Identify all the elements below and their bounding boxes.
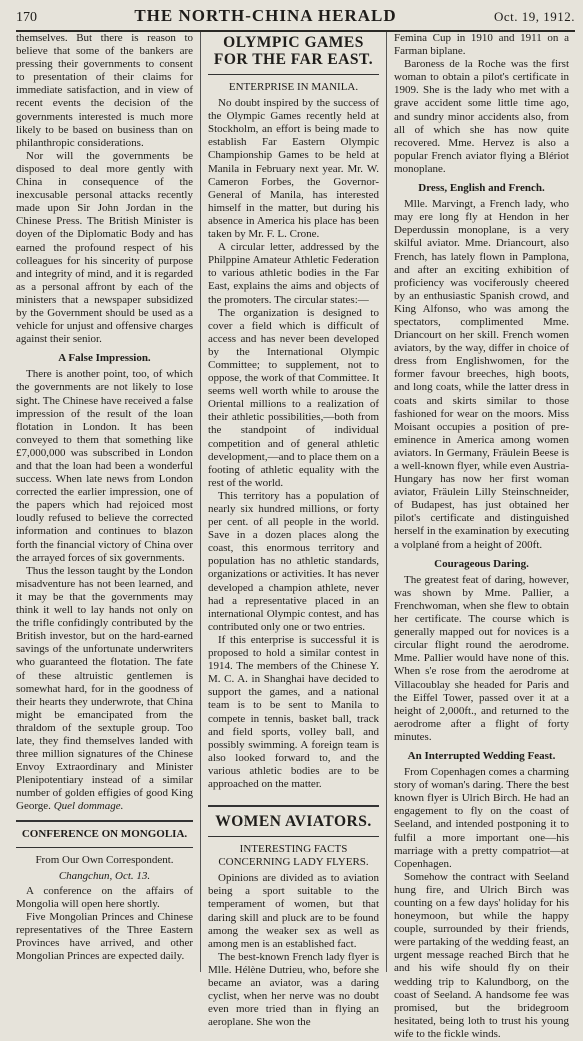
- paragraph: If this enterprise is successful it is proposed to hold a similar contest in 1914. The members of the Chinese Y. M. C. A. in Shanghai have decided to support the games, and a national team is to be sent to Manila to compete in tennis, basket ball, track and field sports, volley ball, and possibly swimming. A foreign team is also looked forward to, and the various athletic bodies are to be approached on the matter.: [208, 633, 379, 790]
- section-rule: [16, 847, 193, 848]
- headline-women-aviators: WOMEN AVIATORS.: [215, 813, 372, 831]
- subheading-courageous-daring: Courageous Daring.: [434, 557, 529, 570]
- paragraph: Somehow the contract with Seeland hung fire, and Ulrich Birch was counting on a few days' holiday for his honeymoon, but while the happy couple, surrounded by their friends, were partaking of the wedding feast, an urgent message reached Birch that he and his wife should fly on their wedding trip to Kalundborg, on the coast of Seeland. A handsome fee was promised, but the bridegroom hesitated, being loth to trust his young wife to the fickle winds.: [394, 870, 569, 1040]
- subheadline-lady-flyers: INTERESTING FACTS CONCERNING LADY FLYERS.: [218, 843, 369, 869]
- paragraph: Nor will the governments be disposed to deal more gently with China in consequence of the inexcusable personal attacks recently made upon Sir John Jordan in the Chinese Press. The British Minister is doyen of the Diplomatic Body and has earned the profound respect of his colleagues for his sincerity of purpose and integrity of mind, and it is regarded as a personal affront by each of the ministers that a newspaper subsidized by the Government should be used as a vehicle for unjust and offensive charges against their senior.: [16, 149, 193, 346]
- paragraph: There is another point, too, of which the governments are not likely to lose sight. The Chinese have received a false impression of the result of the loan flotation in London. It has been conveyed to them that something like £7,000,000 was subscribed in London and that the loan had been a wonderful success. When late news from London corrected the earlier impression, one of the papers which had rejoiced most loudly refused to believe the corrected information and continues to blazon forth the financial victory of China over the arrayed forces of six governments.: [16, 368, 193, 564]
- headline-conference-mongolia: CONFERENCE ON MONGOLIA.: [21, 827, 188, 840]
- dateline: Changchun, Oct. 13.: [58, 869, 151, 882]
- column-3: [386, 32, 569, 1040]
- issue-date: Oct. 19, 1912.: [493, 9, 575, 24]
- subheadline-enterprise-manila: ENTERPRISE IN MANILA.: [228, 81, 359, 93]
- paragraph-text: Thus the lesson taught by the London misadventure has not been learned, and it may be that the governments may think it well to lay hands not only on the trifle confidingly contributed by the British investor, but on the hard-earned savings of the unfortunate underwriters who guaranteed the flotation. The fate of these altruistic gentlemen is somewhat hard, for in the goodness of their hearts they underwrote, that China might be emancipated from the thraldom of the sextuple group. Too late, they find themselves landed with three million signatures of the Chinese Envoy Extraordinary and Minister Plenipotentiary instead of a similar number of golden effigies of good King George.: [16, 564, 193, 813]
- paragraph: The greatest feat of daring, however, was shown by Mme. Pallier, a Frenchwoman, when she flew to obtain her certificate. The course which is generally mapped out for novices is a circular flight round the aerodrome. Mme. Pallier would have none of this. When s'e rose from the aerodrome at Villacoublay she headed for Paris and the Eiffel Tower, passed over it at a height of 2,000ft., and returned to the aerodrome after a flight of forty minutes.: [394, 573, 569, 743]
- paragraph: Mlle. Marvingt, a French lady, who may ere long fly at Hendon in her Deperdussin monoplane, is a very skilful aviator. Mme. Driancourt, also French, has lately flown in Pamplona, and after an exciting exhibition of proficiency was vociferously cheered by an enthusiastic Spanish crowd, and King Alfonso, who was among the spectators, complimented Mme. Driancourt on her skill. French women aviators, by the way, differ in choice of dress from Englishwomen, for the former favour breeches, high boots, and long coats, while the latter dress in coats and skirts similar to those fashioned for wear on the moors. Miss Moisant occupies a position of pre-eminence in America among women aviators. In Germany, Fräulein Beese is a well-known flyer, while even Austria-Hungary has now her first woman aviator, Fräulein Lilly Steinschneider, of Budapest, has just obtained her pilot's certificate and distinguished herself in the examination by executing a volplané from a height of 200ft.: [394, 198, 569, 551]
- columns: [16, 32, 575, 1040]
- section-rule: [208, 836, 379, 837]
- paragraph: A conference on the affairs of Mongolia will open here shortly.: [16, 884, 193, 910]
- paragraph: Baroness de la Roche was the first woman to obtain a pilot's certificate in 1909. She is the lady who met with a grave accident some little time ago, and sundry minor accidents also, from all of which she has now quite recovered. Mme. Hervez is also a popular French aviator flying a Blériot monoplane.: [394, 58, 569, 175]
- correspondent-line: From Our Own Correspondent.: [35, 853, 174, 866]
- newspaper-title: THE NORTH-CHINA HERALD: [134, 6, 397, 25]
- paragraph: No doubt inspired by the success of the Olympic Games recently held at Stockholm, an effort is being made to establish Far Eastern Olympic Championship Games to be held at Manila in February next year. Mr. W. Cameron Forbes, the Governor-General of Manila, has interested himself in the matter, but during his absence in America his place has been taken by Mr. F. L. Crone.: [208, 97, 379, 241]
- section-rule: [16, 820, 193, 822]
- subheading-false-impression: A False Impression.: [58, 352, 151, 365]
- paragraph: Femina Cup in 1910 and 1911 on a Farman biplane.: [394, 32, 569, 58]
- section-rule: [208, 805, 379, 807]
- paragraph-with-ending: [16, 565, 193, 814]
- column-2: [200, 32, 386, 1029]
- paragraph: Opinions are divided as to aviation being a sport suitable to the temperament of women, but that daring skill and pluck are to be found among the weaker sex as well as among men is an established fact.: [208, 872, 379, 950]
- subheading-wedding-feast: An Interrupted Wedding Feast.: [407, 749, 556, 762]
- headline-olympic-games: OLYMPIC GAMES FOR THE FAR EAST.: [213, 34, 374, 68]
- masthead: [16, 6, 575, 28]
- paragraph: From Copenhagen comes a charming story of woman's daring. There the best known flyer is Ulrich Birch. He had an engagement to fly on the coast of Seeland, and intended postponing it to fulfil a more important one—his marriage with a pretty compatriot—at Copenhagen.: [394, 766, 569, 870]
- paragraph: themselves. But there is reason to believe that some of the bankers are pressing their governments to consent to presentation of their claims for immediate satisfaction, and in view of recent events the decision of the governments interested is much more likely to be based on business than on philanthropic considerations.: [16, 32, 193, 149]
- paragraph: A circular letter, addressed by the Philppine Amateur Athletic Federation to various athletic bodies in the Far East, explains the aims and objects of the promoters. The circular states:—: [208, 241, 379, 306]
- paragraph: The organization is designed to cover a field which is difficult of access and has never been developed by the International Olympic Committee; to supplement, not to oppose, the work of that Committee. It seems well worth while to arouse the Oriental millions to a realization of their athletic possibilities,—both from the standpoint of individual competition and of general athletic development,—and to place them on a footing of athletic equality with the rest of the world.: [208, 306, 379, 489]
- column-1: [16, 32, 200, 972]
- page-number: 170: [16, 10, 37, 25]
- paragraph: Five Mongolian Princes and Chinese representatives of the Three Eastern Provinces have arrived, and other Mongolian Princes are expected daily.: [16, 911, 193, 963]
- closing-phrase: Quel dommage.: [53, 800, 124, 813]
- section-rule: [208, 74, 379, 75]
- subheading-dress: Dress, English and French.: [418, 182, 545, 195]
- paragraph: This territory has a population of nearly six hundred millions, or forty per cent. of all people in the world. Save in a dozen places along the coast, this enormous territory and population has no athletic standards, organizations or activities. It has never developed a champion athlete, never had a representative placed in an international Olympic contest, and has contributed only one or two entries.: [208, 489, 379, 633]
- paragraph: The best-known French lady flyer is Mlle. Hélène Dutrieu, who, before she became an aviator, was a daring cyclist, when her nerve was no doubt even more tried than in flying an aeroplane. She won the: [208, 950, 379, 1029]
